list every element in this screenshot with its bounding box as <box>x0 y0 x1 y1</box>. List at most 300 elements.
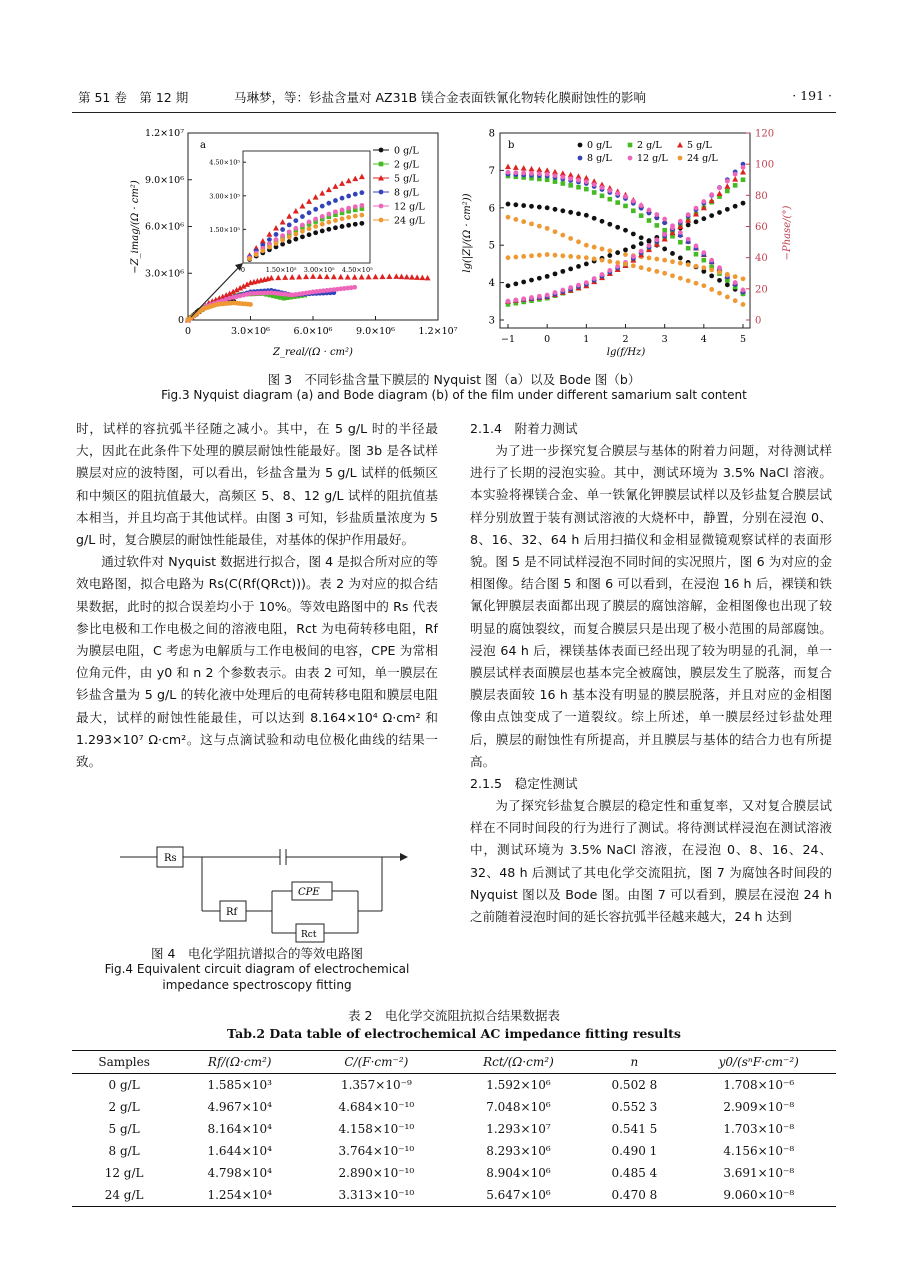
inset-x-tick-label: 1.50×10⁵ <box>265 266 297 274</box>
rct-label: Rct <box>301 930 317 940</box>
data-point <box>686 278 691 283</box>
data-point <box>287 223 292 228</box>
series-9 <box>506 162 746 304</box>
data-point <box>359 190 364 195</box>
data-point <box>607 222 612 227</box>
data-point <box>254 252 259 257</box>
series-4 <box>186 285 357 323</box>
data-point <box>529 295 534 300</box>
figure-3-caption-cn: 图 3 不同钐盐含量下膜层的 Nyquist 图（a）以及 Bode 图（b） <box>267 372 641 387</box>
table-cell: 8.293×10⁶ <box>486 1144 551 1158</box>
data-point <box>654 238 659 243</box>
x-tick-label: 0 <box>184 326 192 337</box>
table-row <box>72 1140 836 1162</box>
data-point <box>584 187 589 192</box>
data-point <box>346 194 351 199</box>
data-point <box>694 206 699 211</box>
data-point <box>379 204 384 209</box>
data-point <box>560 208 565 213</box>
data-point <box>537 224 542 229</box>
table-row <box>72 1096 836 1118</box>
y2-tick-label: 100 <box>755 159 775 171</box>
data-point <box>678 156 683 161</box>
data-point <box>561 181 566 186</box>
data-point <box>379 274 385 280</box>
data-point <box>379 162 384 167</box>
data-point <box>352 285 357 290</box>
journal-volume: 第 51 卷 第 12 期 <box>78 90 189 105</box>
y2-tick-label: 40 <box>755 253 768 265</box>
data-point <box>521 165 527 171</box>
table-row <box>72 1162 836 1184</box>
data-point <box>678 240 683 245</box>
data-point <box>686 246 691 251</box>
table-cell: 4.156×10⁻⁸ <box>723 1144 795 1158</box>
data-point <box>600 247 605 252</box>
data-point <box>267 245 272 250</box>
data-point <box>686 212 691 217</box>
data-point <box>307 210 312 215</box>
legend-label: 12 g/L <box>394 201 425 213</box>
data-point <box>639 241 644 246</box>
data-point <box>607 268 612 273</box>
figure-3-caption-en: Fig.3 Nyquist diagram (a) and Bode diagram (b) of the film under different samarium salt content <box>161 388 747 402</box>
data-point <box>702 258 707 263</box>
data-point <box>300 223 305 228</box>
data-point <box>576 239 581 244</box>
data-point <box>623 252 628 257</box>
data-point <box>592 276 597 281</box>
data-point <box>537 276 542 281</box>
data-point <box>628 156 633 161</box>
table-cell: 1.357×10⁻⁹ <box>340 1078 412 1092</box>
data-point <box>607 248 612 253</box>
data-point <box>289 274 295 280</box>
data-point <box>615 225 620 230</box>
data-point <box>293 237 298 242</box>
data-point <box>545 293 550 298</box>
data-point <box>631 244 636 249</box>
y2-tick-label: 120 <box>755 128 775 140</box>
data-point <box>694 219 699 224</box>
figure-4-circuit <box>112 835 412 955</box>
data-point <box>248 302 253 307</box>
data-point <box>404 274 410 280</box>
data-point <box>521 219 526 224</box>
data-point <box>639 249 644 254</box>
table-row <box>72 1184 836 1207</box>
bode-panel <box>462 129 793 359</box>
data-point <box>359 274 365 280</box>
data-point <box>600 194 605 199</box>
data-point <box>545 252 550 257</box>
data-point <box>506 202 511 207</box>
data-point <box>293 232 298 237</box>
data-point <box>419 275 425 281</box>
table-cell: 0.552 3 <box>611 1100 658 1114</box>
data-point <box>600 185 605 190</box>
table-cell: 0 g/L <box>108 1078 140 1092</box>
data-point <box>313 217 318 222</box>
section-heading: 2.1.5 稳定性测试 <box>470 776 578 792</box>
data-point <box>655 223 660 228</box>
data-point <box>709 192 714 197</box>
data-point <box>359 203 364 208</box>
data-point <box>639 265 644 270</box>
data-point <box>280 227 285 232</box>
data-point <box>732 176 738 182</box>
x-tick-label: 3 <box>661 334 668 345</box>
data-point <box>647 218 652 223</box>
legend-label: 12 g/L <box>637 153 668 164</box>
legend-label: 0 g/L <box>394 145 419 157</box>
data-point <box>553 179 558 184</box>
y2-axis-label: −Phase/(°) <box>782 205 793 261</box>
paragraph: 为了进一步探究复合膜层与基体的附着力问题，对待测试样进行了长期的浸泡实验。其中，测试环境为 3.5% NaCl 溶液。本实验将裸镁合金、单一铁氰化钾膜层试样以及钐盐复合膜层试样分别放置于装有测试溶液的大烧杯中，静置，分别在浸泡 0、8、16、32、64 h 后用扫描仪和金相显微镜观察试样的表面形貌。图 5 是不同试样浸泡不同时间的实况照片，图 6 为对应的金相图像。结合图 5 和图 6 可以看到，在浸泡 16 h 后，裸镁和铁氰化钾膜层表面都出现了膜层的腐蚀溶解，金相图像也出现了较明显的腐蚀裂纹，而复合膜层只是出现了极小范围的局部腐蚀。浸泡 64 h 后，裸镁基体表面已经出现了较为明显的孔洞，单一膜层试样表面膜层也基本完全被腐蚀，膜层发生了脱落，而复合膜层表面较 16 h 基本没有明显的膜层脱落，并且对应的金相图像由点蚀变成了一道裂纹。综上所述，单一膜层经过钐盐处理后，膜层的耐蚀性有所提高，并且膜层与基体的结合力也有所提高。 <box>470 443 832 769</box>
data-point <box>521 171 526 176</box>
data-point <box>313 224 318 229</box>
data-point <box>694 281 699 286</box>
data-point <box>725 295 730 300</box>
data-point <box>300 229 305 234</box>
data-point <box>353 204 358 209</box>
data-point <box>686 237 691 242</box>
data-point <box>307 232 312 237</box>
legend-label: 24 g/L <box>394 215 425 227</box>
data-point <box>333 225 338 230</box>
data-point <box>537 294 542 299</box>
data-point <box>296 274 302 280</box>
data-point <box>324 274 330 280</box>
data-point <box>631 263 636 268</box>
data-point <box>647 256 652 261</box>
data-point <box>505 164 511 170</box>
data-point <box>647 243 652 248</box>
column-header: n <box>587 1051 681 1074</box>
data-point <box>536 167 542 173</box>
data-point <box>529 204 534 209</box>
data-point <box>513 281 518 286</box>
data-point <box>717 190 723 196</box>
legend-label: 2 g/L <box>637 140 662 151</box>
data-point <box>346 215 351 220</box>
x-tick-label: −1 <box>500 334 516 345</box>
data-point <box>576 255 581 260</box>
data-point <box>600 219 605 224</box>
column-header: Rf/(Ω·cm²) <box>176 1051 303 1074</box>
data-point <box>346 206 351 211</box>
data-point <box>300 214 305 219</box>
data-point <box>560 269 565 274</box>
data-point <box>568 236 573 241</box>
data-point <box>639 213 644 218</box>
figure-4-caption-en-2: impedance spectroscopy fitting <box>162 978 352 992</box>
data-point <box>379 148 384 153</box>
data-point <box>568 183 573 188</box>
data-point <box>529 171 534 176</box>
data-point <box>615 191 620 196</box>
table-cell: 2.909×10⁻⁸ <box>723 1100 795 1114</box>
data-point <box>333 209 338 214</box>
data-point <box>733 298 738 303</box>
data-point <box>709 213 714 218</box>
series-2 <box>185 273 431 322</box>
section-heading: 2.1.4 附着力测试 <box>470 421 578 436</box>
x-tick-label: 9.0×10⁶ <box>356 326 395 337</box>
data-point <box>506 170 511 175</box>
data-point <box>709 267 714 272</box>
data-point <box>600 258 605 263</box>
data-point <box>615 260 620 265</box>
table-cell: 1.708×10⁻⁶ <box>723 1078 795 1092</box>
table-cell: 8 g/L <box>108 1144 140 1158</box>
data-point <box>647 238 652 243</box>
inset-x-tick-label: 4.50×10⁵ <box>341 266 373 274</box>
y-tick-label: 5 <box>488 240 495 252</box>
data-point <box>584 255 589 260</box>
y-axis-label: −Z_imag/(Ω · cm²) <box>130 180 141 274</box>
data-point <box>506 255 511 260</box>
data-point <box>366 274 372 280</box>
data-point <box>662 247 667 252</box>
data-point <box>725 282 730 287</box>
data-point <box>260 248 265 253</box>
data-point <box>320 214 325 219</box>
left-column <box>76 418 438 773</box>
data-point <box>414 274 420 280</box>
table-cell: 2 g/L <box>108 1100 140 1114</box>
figure-4-caption-en-1: Fig.4 Equivalent circuit diagram of electrochemical <box>104 962 410 976</box>
data-point <box>741 165 746 170</box>
data-point <box>717 278 722 283</box>
data-point <box>568 176 573 181</box>
data-point <box>623 204 628 209</box>
data-point <box>615 250 620 255</box>
data-point <box>359 213 364 218</box>
data-point <box>741 177 746 182</box>
x-tick-label: 2 <box>622 334 629 345</box>
data-point <box>615 200 620 205</box>
table-header-row <box>72 1051 836 1074</box>
data-point <box>346 223 351 228</box>
data-point <box>537 171 542 176</box>
data-point <box>694 264 699 269</box>
y-tick-label: 0 <box>177 315 184 326</box>
y-tick-label: 6.0×10⁶ <box>145 221 184 233</box>
data-point <box>678 256 683 261</box>
inset-y-tick-label: 3.00×10⁵ <box>209 192 240 201</box>
data-point <box>529 166 535 172</box>
data-point <box>670 251 675 256</box>
y2-tick-label: 0 <box>755 315 762 327</box>
data-point <box>317 273 323 279</box>
column-header: C/(F·cm⁻²) <box>303 1051 449 1074</box>
data-point <box>631 208 636 213</box>
data-point <box>678 261 683 266</box>
data-point <box>662 217 667 222</box>
data-point <box>709 258 714 263</box>
nyquist-panel <box>130 128 458 358</box>
y-tick-label: 3.0×10⁶ <box>145 268 184 280</box>
x-tick-label: 0 <box>544 334 551 345</box>
data-point <box>537 205 542 210</box>
data-point <box>359 221 364 226</box>
legend-label: 24 g/L <box>687 153 718 164</box>
data-point <box>353 192 358 197</box>
legend-label: 8 g/L <box>394 187 419 199</box>
data-point <box>725 189 730 194</box>
data-point <box>529 278 534 283</box>
data-point <box>537 253 542 258</box>
data-point <box>280 238 285 243</box>
header-rule <box>72 112 836 113</box>
data-point <box>303 274 309 280</box>
data-point <box>623 228 628 233</box>
data-point <box>592 182 597 187</box>
data-point <box>694 252 699 257</box>
data-point <box>267 237 272 242</box>
rs-label: Rs <box>164 853 177 864</box>
data-point <box>553 173 558 178</box>
cpe-label: CPE <box>298 887 320 898</box>
data-point <box>553 229 558 234</box>
data-point <box>553 271 558 276</box>
y-tick-label: 6 <box>488 203 495 215</box>
data-point <box>331 274 337 280</box>
table-cell: 0.490 1 <box>611 1144 658 1158</box>
data-point <box>529 253 534 258</box>
data-point <box>287 235 292 240</box>
data-point <box>576 178 581 183</box>
data-point <box>628 143 633 148</box>
x-axis-label: lg(f/Hz) <box>606 347 646 358</box>
data-point <box>576 283 581 288</box>
data-point <box>560 233 565 238</box>
table-cell: 1.703×10⁻⁸ <box>723 1122 795 1136</box>
table-cell: 9.060×10⁻⁸ <box>682 1184 837 1207</box>
data-point <box>529 221 534 226</box>
data-point <box>740 169 746 175</box>
table-cell: 1.592×10⁶ <box>486 1078 551 1092</box>
data-point <box>326 201 331 206</box>
data-point <box>686 223 691 228</box>
data-point <box>741 276 746 281</box>
data-point <box>741 288 746 293</box>
table-2-title-cn: 表 2 电化学交流阻抗拟合结果数据表 <box>348 1008 560 1023</box>
data-point <box>506 283 511 288</box>
data-point <box>733 280 738 285</box>
data-point <box>353 214 358 219</box>
table-cell: 5 g/L <box>108 1122 140 1136</box>
data-point <box>647 267 652 272</box>
data-point <box>521 280 526 285</box>
data-point <box>545 274 550 279</box>
data-point <box>268 275 274 281</box>
data-point <box>725 272 730 277</box>
x-tick-label: 4 <box>700 334 707 345</box>
data-point <box>600 272 605 277</box>
x-tick-label: 6.0×10⁶ <box>293 326 333 337</box>
data-point <box>287 229 292 234</box>
data-point <box>654 269 659 274</box>
data-point <box>399 274 405 280</box>
data-point <box>592 245 597 250</box>
data-point <box>300 234 305 239</box>
column-header: y0/(sⁿF·cm⁻²) <box>682 1051 837 1074</box>
data-point <box>686 262 691 267</box>
data-point <box>701 250 706 255</box>
data-point <box>326 220 331 225</box>
data-point <box>326 227 331 232</box>
data-point <box>352 274 358 280</box>
y-tick-label: 3 <box>488 315 495 327</box>
table-cell: 1.254×10⁴ <box>176 1184 303 1207</box>
data-point <box>338 274 344 280</box>
data-point <box>313 207 318 212</box>
data-point <box>320 222 325 227</box>
data-point <box>607 259 612 264</box>
table-cell: 0.470 8 <box>587 1184 681 1207</box>
data-point <box>545 205 550 210</box>
y2-tick-label: 60 <box>755 222 768 233</box>
data-point <box>654 212 659 217</box>
table-cell: 1.644×10⁴ <box>207 1144 272 1158</box>
data-point <box>353 222 358 227</box>
x-axis-label: Z_real/(Ω · cm²) <box>273 347 353 358</box>
data-point <box>340 208 345 213</box>
data-point <box>521 203 526 208</box>
data-point <box>607 188 612 193</box>
data-point <box>568 254 573 259</box>
page-number: · 191 · <box>792 88 832 103</box>
legend-label: 8 g/L <box>587 153 612 164</box>
table-2 <box>72 1050 836 1207</box>
data-point <box>386 273 392 279</box>
series-8 <box>505 169 746 304</box>
inset-y-tick-label: 4.50×10⁵ <box>209 158 240 167</box>
data-point <box>623 262 628 267</box>
table-cell: 4.158×10⁻¹⁰ <box>338 1122 415 1136</box>
data-point <box>678 276 683 281</box>
data-point <box>293 226 298 231</box>
data-point <box>578 143 583 148</box>
x-tick-label: 5 <box>739 334 747 345</box>
data-point <box>584 243 589 248</box>
column-header: Samples <box>72 1051 176 1074</box>
data-point <box>678 219 683 224</box>
table-cell: 1.293×10⁷ <box>486 1122 551 1136</box>
table-cell: 4.798×10⁴ <box>207 1166 272 1180</box>
data-point <box>568 210 573 215</box>
figure-4-caption-cn: 图 4 电化学阻抗谱拟合的等效电路图 <box>151 946 363 961</box>
data-point <box>647 208 652 213</box>
data-point <box>560 175 565 180</box>
data-point <box>379 218 384 223</box>
data-point <box>733 274 738 279</box>
data-point <box>725 179 730 184</box>
data-point <box>293 218 298 223</box>
table-cell: 8.904×10⁶ <box>486 1166 551 1180</box>
data-point <box>631 232 636 237</box>
data-point <box>670 273 675 278</box>
data-point <box>553 207 558 212</box>
data-point <box>506 215 511 220</box>
data-point <box>733 204 738 209</box>
data-point <box>584 280 589 285</box>
data-point <box>326 212 331 217</box>
data-point <box>545 226 550 231</box>
data-point <box>592 216 597 221</box>
